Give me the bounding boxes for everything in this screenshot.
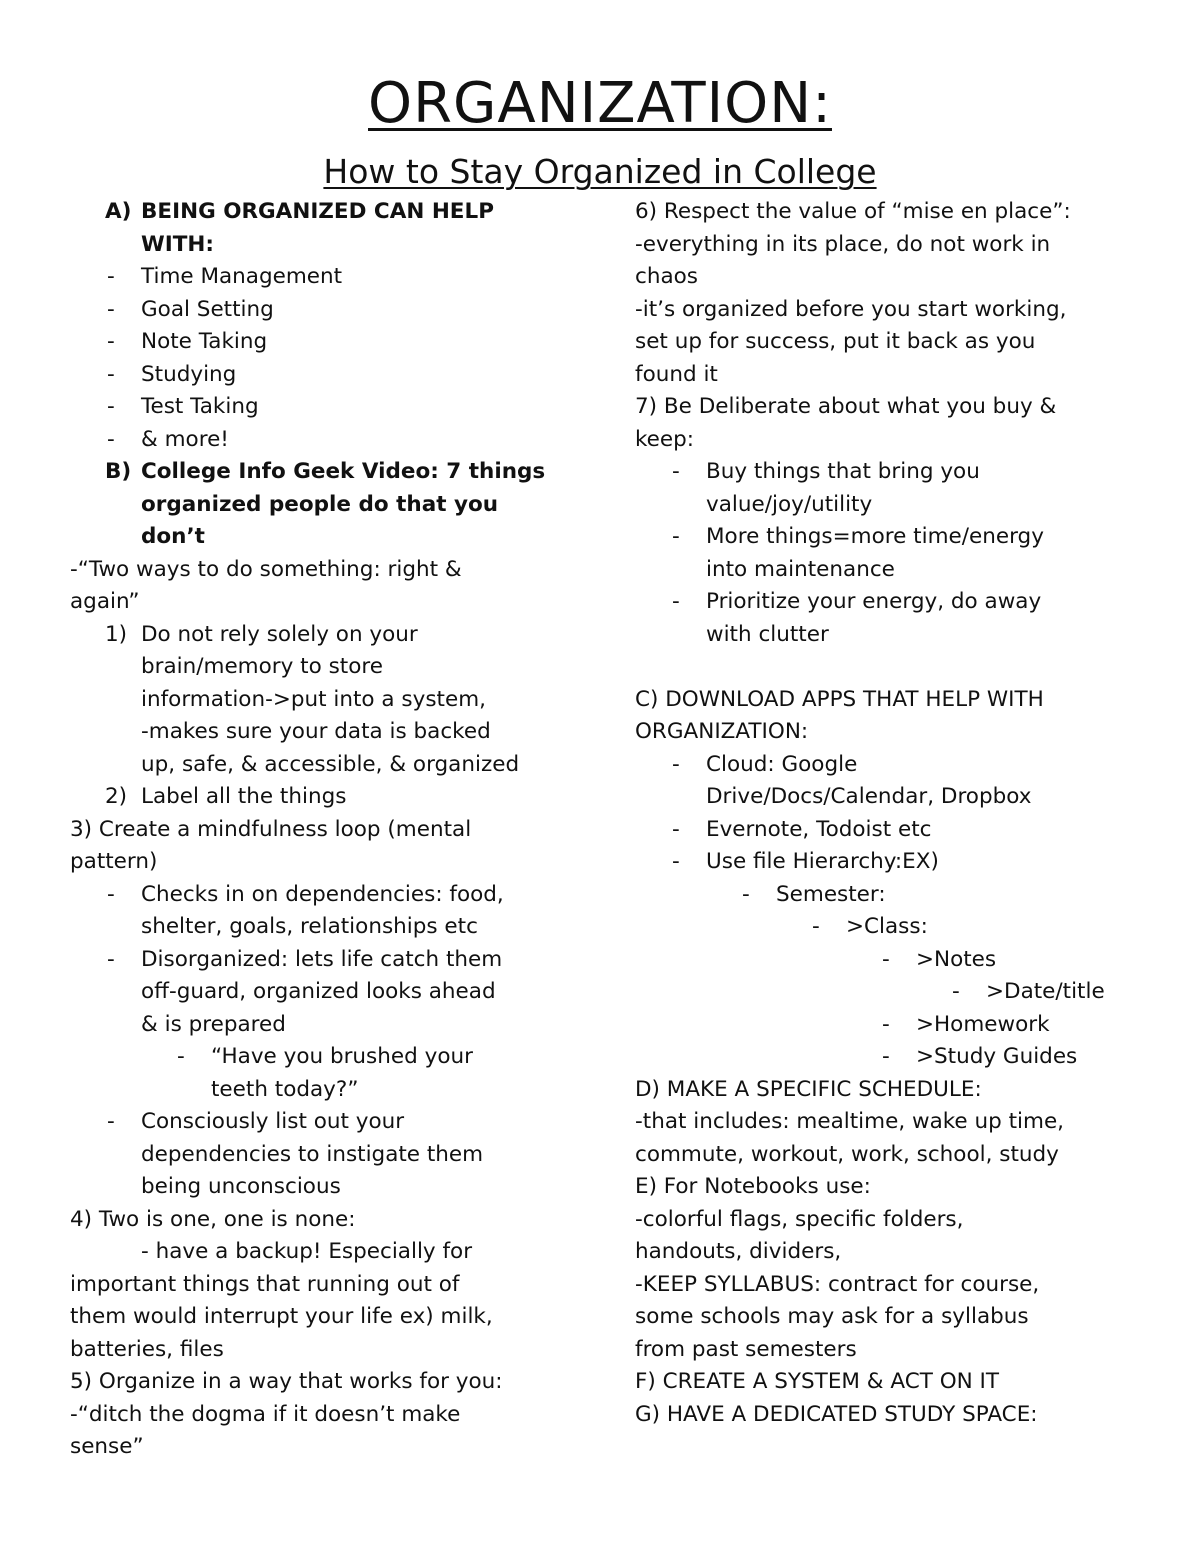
list-marker: 1) — [105, 621, 128, 647]
left-line — [70, 1139, 570, 1172]
line-text: set up for success, put it back as you — [635, 329, 1036, 354]
line-text: batteries, files — [70, 1336, 224, 1362]
right-line — [635, 554, 1135, 587]
left-line — [70, 846, 570, 879]
line-text: into maintenance — [706, 556, 895, 582]
left-line — [70, 554, 570, 587]
line-text: Consciously list out your — [141, 1109, 405, 1134]
line-text: -“Two ways to do something: right & — [70, 556, 462, 582]
right-line — [635, 359, 1135, 392]
right-line — [635, 684, 1135, 717]
left-line — [70, 586, 570, 619]
line-text: Semester: — [776, 881, 886, 907]
left-line — [70, 1009, 570, 1042]
line-text: sense” — [70, 1434, 144, 1459]
list-marker: - — [672, 816, 680, 842]
right-line — [635, 846, 1135, 879]
list-marker: - — [107, 881, 115, 907]
left-line — [70, 651, 570, 684]
line-text: some schools may ask for a syllabus — [635, 1304, 1029, 1329]
right-line — [635, 1009, 1135, 1042]
line-text: -makes sure your data is backed — [141, 719, 491, 744]
left-line — [70, 1334, 570, 1367]
line-text: >Notes — [916, 946, 997, 972]
list-marker: - — [672, 849, 680, 874]
line-text: 4) Two is one, one is none: — [70, 1206, 356, 1232]
left-line — [70, 1431, 570, 1464]
list-marker: - — [672, 589, 680, 614]
right-line — [635, 294, 1135, 327]
left-line — [70, 749, 570, 782]
line-text: with clutter — [706, 621, 829, 647]
line-text: Use file Hierarchy:EX) — [706, 849, 939, 874]
line-text: again” — [70, 589, 140, 614]
line-text: C) DOWNLOAD APPS THAT HELP WITH — [635, 686, 1044, 712]
right-line — [635, 1269, 1135, 1302]
left-line — [70, 944, 570, 977]
right-line — [635, 261, 1135, 294]
line-text: F) CREATE A SYSTEM & ACT ON IT — [635, 1369, 1000, 1394]
list-marker: - — [107, 426, 115, 452]
left-line — [70, 456, 570, 489]
list-marker: - — [107, 1109, 115, 1134]
right-line — [635, 716, 1135, 749]
right-line — [635, 976, 1135, 1009]
line-text: information->put into a system, — [141, 686, 486, 712]
line-text: Prioritize your energy, do away — [706, 589, 1042, 614]
line-text: being unconscious — [141, 1174, 341, 1199]
list-marker: - — [882, 946, 890, 972]
list-marker: - — [742, 881, 750, 907]
list-marker: - — [177, 1044, 185, 1069]
right-line — [635, 1171, 1135, 1204]
line-text: -it’s organized before you start working, — [635, 296, 1067, 322]
left-line — [70, 391, 570, 424]
line-text: up, safe, & accessible, & organized — [141, 751, 520, 777]
line-text: & is prepared — [141, 1011, 286, 1037]
line-text: >Class: — [846, 914, 928, 939]
line-text: D) MAKE A SPECIFIC SCHEDULE: — [635, 1076, 982, 1102]
list-marker: - — [812, 914, 820, 939]
left-line — [70, 196, 570, 229]
line-text: dependencies to instigate them — [141, 1141, 484, 1167]
line-text: 7) Be Deliberate about what you buy & — [635, 394, 1057, 419]
right-line — [635, 456, 1135, 489]
line-text: found it — [635, 361, 718, 387]
line-text: Goal Setting — [141, 296, 274, 322]
line-text: commute, workout, work, school, study — [635, 1141, 1059, 1167]
line-text: brain/memory to store — [141, 654, 383, 679]
line-text: -colorful flags, specific folders, — [635, 1206, 964, 1232]
line-text: don’t — [141, 524, 205, 549]
line-text: from past semesters — [635, 1336, 857, 1362]
right-line — [635, 326, 1135, 359]
left-line — [70, 619, 570, 652]
line-text: shelter, goals, relationships etc — [141, 914, 478, 939]
line-text: chaos — [635, 264, 698, 289]
left-line — [70, 326, 570, 359]
left-line — [70, 294, 570, 327]
line-text: Evernote, Todoist etc — [706, 816, 932, 842]
line-text: BEING ORGANIZED CAN HELP — [141, 199, 494, 224]
list-marker: - — [672, 751, 680, 777]
right-line — [635, 911, 1135, 944]
line-text: ORGANIZATION: — [635, 719, 809, 744]
line-text: -“ditch the dogma if it doesn’t make — [70, 1401, 461, 1427]
line-text: 6) Respect the value of “mise en place”: — [635, 199, 1071, 224]
list-marker: - — [107, 296, 115, 322]
list-marker: - — [672, 459, 680, 484]
left-line — [70, 976, 570, 1009]
left-line — [70, 489, 570, 522]
left-line — [70, 359, 570, 392]
line-text: Drive/Docs/Calendar, Dropbox — [706, 784, 1032, 809]
left-line — [70, 521, 570, 554]
page-title: ORGANIZATION: — [368, 71, 832, 136]
right-column — [635, 196, 1135, 1431]
right-line — [635, 1139, 1135, 1172]
right-line — [635, 1074, 1135, 1107]
line-text: Test Taking — [141, 394, 259, 419]
line-text: >Homework — [916, 1011, 1050, 1037]
line-text: G) HAVE A DEDICATED STUDY SPACE: — [635, 1401, 1038, 1427]
left-line — [70, 781, 570, 814]
left-line — [70, 1399, 570, 1432]
line-text: Do not rely solely on your — [141, 621, 418, 647]
line-text: >Study Guides — [916, 1044, 1078, 1069]
line-text: 5) Organize in a way that works for you: — [70, 1369, 503, 1394]
left-line — [70, 1236, 570, 1269]
left-line — [70, 1204, 570, 1237]
right-line — [635, 229, 1135, 262]
list-marker: - — [882, 1011, 890, 1037]
list-marker: B) — [105, 459, 132, 484]
right-line — [635, 781, 1135, 814]
line-text: handouts, dividers, — [635, 1239, 842, 1264]
right-line — [635, 489, 1135, 522]
page-subtitle: How to Stay Organized in College — [323, 152, 877, 191]
line-text: teeth today?” — [211, 1076, 359, 1102]
line-text: & more! — [141, 426, 229, 452]
right-line — [635, 1301, 1135, 1334]
left-line — [70, 1041, 570, 1074]
left-line — [70, 1366, 570, 1399]
line-text: >Date/title — [986, 979, 1105, 1004]
right-line — [635, 879, 1135, 912]
line-text: Note Taking — [141, 329, 268, 354]
line-text: Time Management — [141, 264, 343, 289]
left-line — [70, 424, 570, 457]
list-marker: - — [107, 394, 115, 419]
left-line — [70, 716, 570, 749]
right-line — [635, 651, 1135, 684]
left-line — [70, 1074, 570, 1107]
line-text: Checks in on dependencies: food, — [141, 881, 504, 907]
line-text: -KEEP SYLLABUS: contract for course, — [635, 1271, 1040, 1297]
left-line — [70, 1171, 570, 1204]
line-text: keep: — [635, 426, 695, 452]
line-text: important things that running out of — [70, 1271, 460, 1297]
right-line — [635, 944, 1135, 977]
line-text: Studying — [141, 361, 237, 387]
line-text: “Have you brushed your — [211, 1044, 473, 1069]
right-line — [635, 424, 1135, 457]
line-text: College Info Geek Video: 7 things — [141, 459, 546, 484]
left-line — [70, 684, 570, 717]
right-line — [635, 1366, 1135, 1399]
left-column — [70, 196, 570, 1464]
line-text: 3) Create a mindfulness loop (mental — [70, 816, 472, 842]
list-marker: A) — [105, 199, 132, 224]
right-line — [635, 1106, 1135, 1139]
right-line — [635, 619, 1135, 652]
right-line — [635, 749, 1135, 782]
right-line — [635, 1041, 1135, 1074]
left-line — [70, 1301, 570, 1334]
left-line — [70, 1269, 570, 1302]
list-marker: - — [882, 1044, 890, 1069]
line-text: More things=more time/energy — [706, 524, 1044, 549]
line-text: Cloud: Google — [706, 751, 858, 777]
right-line — [635, 1236, 1135, 1269]
line-text: them would interrupt your life ex) milk, — [70, 1304, 493, 1329]
list-marker: - — [107, 361, 115, 387]
right-line — [635, 196, 1135, 229]
line-text: E) For Notebooks use: — [635, 1174, 871, 1199]
line-text: Buy things that bring you — [706, 459, 980, 484]
line-text: -that includes: mealtime, wake up time, — [635, 1109, 1065, 1134]
line-text: pattern) — [70, 849, 158, 874]
left-line — [70, 1106, 570, 1139]
list-marker: - — [107, 264, 115, 289]
left-line — [70, 261, 570, 294]
left-line — [70, 879, 570, 912]
right-line — [635, 521, 1135, 554]
list-marker: - — [107, 329, 115, 354]
right-line — [635, 391, 1135, 424]
list-marker: - — [107, 946, 115, 972]
right-line — [635, 586, 1135, 619]
list-marker: - — [952, 979, 960, 1004]
right-line — [635, 1334, 1135, 1367]
left-line — [70, 911, 570, 944]
line-text: organized people do that you — [141, 491, 499, 517]
list-marker: - — [672, 524, 680, 549]
line-text: -everything in its place, do not work in — [635, 231, 1051, 257]
line-text: WITH: — [141, 231, 214, 257]
line-text: Disorganized: lets life catch them — [141, 946, 503, 972]
line-text: value/joy/utility — [706, 491, 873, 517]
left-line — [70, 814, 570, 847]
line-text: Label all the things — [141, 784, 347, 809]
right-line — [635, 1399, 1135, 1432]
line-text: off-guard, organized looks ahead — [141, 979, 496, 1004]
list-marker: 2) — [105, 784, 128, 809]
line-text: - have a backup! Especially for — [141, 1239, 473, 1264]
right-line — [635, 814, 1135, 847]
right-line — [635, 1204, 1135, 1237]
left-line — [70, 229, 570, 262]
